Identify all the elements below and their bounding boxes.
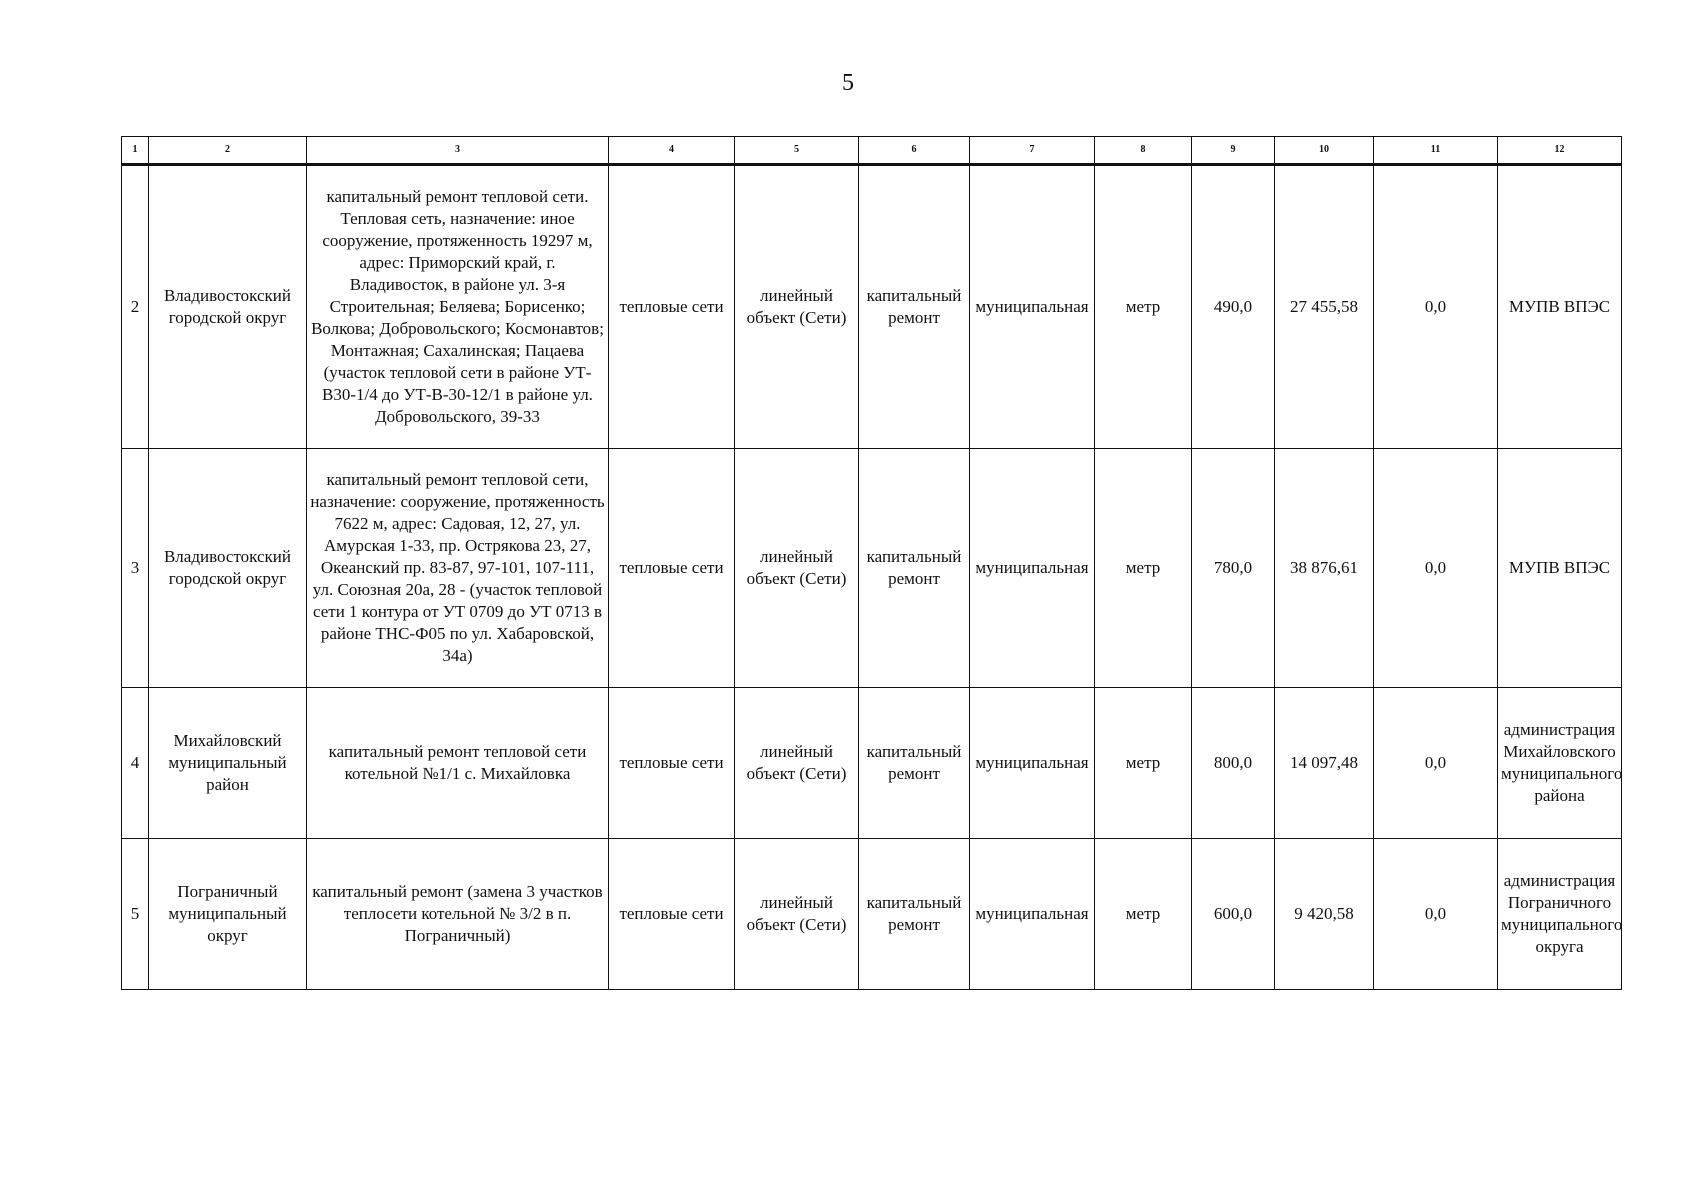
- work-type-cell: капитальный ремонт: [859, 688, 970, 839]
- ownership-cell: муниципальная: [970, 688, 1095, 839]
- column-number: 10: [1275, 137, 1374, 165]
- ownership-cell: муниципальная: [970, 449, 1095, 688]
- object-type-cell: тепловые сети: [609, 449, 735, 688]
- unit-cell: метр: [1095, 839, 1192, 990]
- work-type-cell: капитальный ремонт: [859, 839, 970, 990]
- unit-cell: метр: [1095, 688, 1192, 839]
- column-number: 2: [149, 137, 307, 165]
- work-type-cell: капитальный ремонт: [859, 449, 970, 688]
- row-number: 2: [122, 165, 149, 449]
- object-kind-cell: линейный объект (Сети): [735, 839, 859, 990]
- description-cell: капитальный ремонт (замена 3 участков теплосети котельной № 3/2 в п. Пограничный): [307, 839, 609, 990]
- unit-cell: метр: [1095, 165, 1192, 449]
- quantity-cell: 600,0: [1192, 839, 1275, 990]
- column-number: 5: [735, 137, 859, 165]
- quantity-cell: 780,0: [1192, 449, 1275, 688]
- col11-cell: 0,0: [1374, 688, 1498, 839]
- object-kind-cell: линейный объект (Сети): [735, 449, 859, 688]
- object-kind-cell: линейный объект (Сети): [735, 165, 859, 449]
- col11-cell: 0,0: [1374, 449, 1498, 688]
- works-table: [121, 136, 1622, 990]
- work-type-cell: капитальный ремонт: [859, 165, 970, 449]
- object-type-cell: тепловые сети: [609, 165, 735, 449]
- table-row: [122, 165, 1622, 449]
- ownership-cell: муниципальная: [970, 839, 1095, 990]
- cost-cell: 14 097,48: [1275, 688, 1374, 839]
- quantity-cell: 800,0: [1192, 688, 1275, 839]
- column-number: 7: [970, 137, 1095, 165]
- territory-cell: Пограничный муниципальный округ: [149, 839, 307, 990]
- column-number-row: [122, 137, 1622, 165]
- executor-cell: МУПВ ВПЭС: [1498, 449, 1622, 688]
- col11-cell: 0,0: [1374, 839, 1498, 990]
- executor-cell: МУПВ ВПЭС: [1498, 165, 1622, 449]
- col11-cell: 0,0: [1374, 165, 1498, 449]
- object-type-cell: тепловые сети: [609, 839, 735, 990]
- cost-cell: 38 876,61: [1275, 449, 1374, 688]
- column-number: 3: [307, 137, 609, 165]
- table-row: [122, 688, 1622, 839]
- column-number: 4: [609, 137, 735, 165]
- object-kind-cell: линейный объект (Сети): [735, 688, 859, 839]
- cost-cell: 9 420,58: [1275, 839, 1374, 990]
- column-number: 9: [1192, 137, 1275, 165]
- column-number: 8: [1095, 137, 1192, 165]
- column-number: 1: [122, 137, 149, 165]
- description-cell: капитальный ремонт тепловой сети котельной №1/1 с. Михайловка: [307, 688, 609, 839]
- table-row: [122, 449, 1622, 688]
- object-type-cell: тепловые сети: [609, 688, 735, 839]
- row-number: 3: [122, 449, 149, 688]
- territory-cell: Владивостокский городской округ: [149, 449, 307, 688]
- territory-cell: Владивостокский городской округ: [149, 165, 307, 449]
- quantity-cell: 490,0: [1192, 165, 1275, 449]
- row-number: 4: [122, 688, 149, 839]
- executor-cell: администрация Михайловского муниципального района: [1498, 688, 1622, 839]
- column-number: 12: [1498, 137, 1622, 165]
- column-number: 11: [1374, 137, 1498, 165]
- column-number: 6: [859, 137, 970, 165]
- cost-cell: 27 455,58: [1275, 165, 1374, 449]
- executor-cell: администрация Пограничного муниципального округа: [1498, 839, 1622, 990]
- ownership-cell: муниципальная: [970, 165, 1095, 449]
- table-row: [122, 839, 1622, 990]
- description-cell: капитальный ремонт тепловой сети, назначение: сооружение, протяженность 7622 м, адрес: Садовая, 12, 27, ул. Амурская 1-33, пр. Острякова 23, 27, Океанский пр. 83-87, 97-101, 107-111, ул. Союзная 20а, 28 - (участок тепловой сети 1 контура от УТ 0709 до УТ 0713 в районе ТНС-Ф05 по ул. Хабаровской, 34а): [307, 449, 609, 688]
- row-number: 5: [122, 839, 149, 990]
- unit-cell: метр: [1095, 449, 1192, 688]
- territory-cell: Михайловский муниципальный район: [149, 688, 307, 839]
- description-cell: капитальный ремонт тепловой сети. Тепловая сеть, назначение: иное сооружение, протяженность 19297 м, адрес: Приморский край, г. Владивосток, в районе ул. 3-я Строительная; Беляева; Борисенко; Волкова; Добровольского; Космонавтов; Монтажная; Сахалинская; Пацаева (участок тепловой сети в районе УТ-В30-1/4 до УТ-В-30-12/1 в районе ул. Добровольского, 39-33: [307, 165, 609, 449]
- page-number: 5: [842, 70, 854, 96]
